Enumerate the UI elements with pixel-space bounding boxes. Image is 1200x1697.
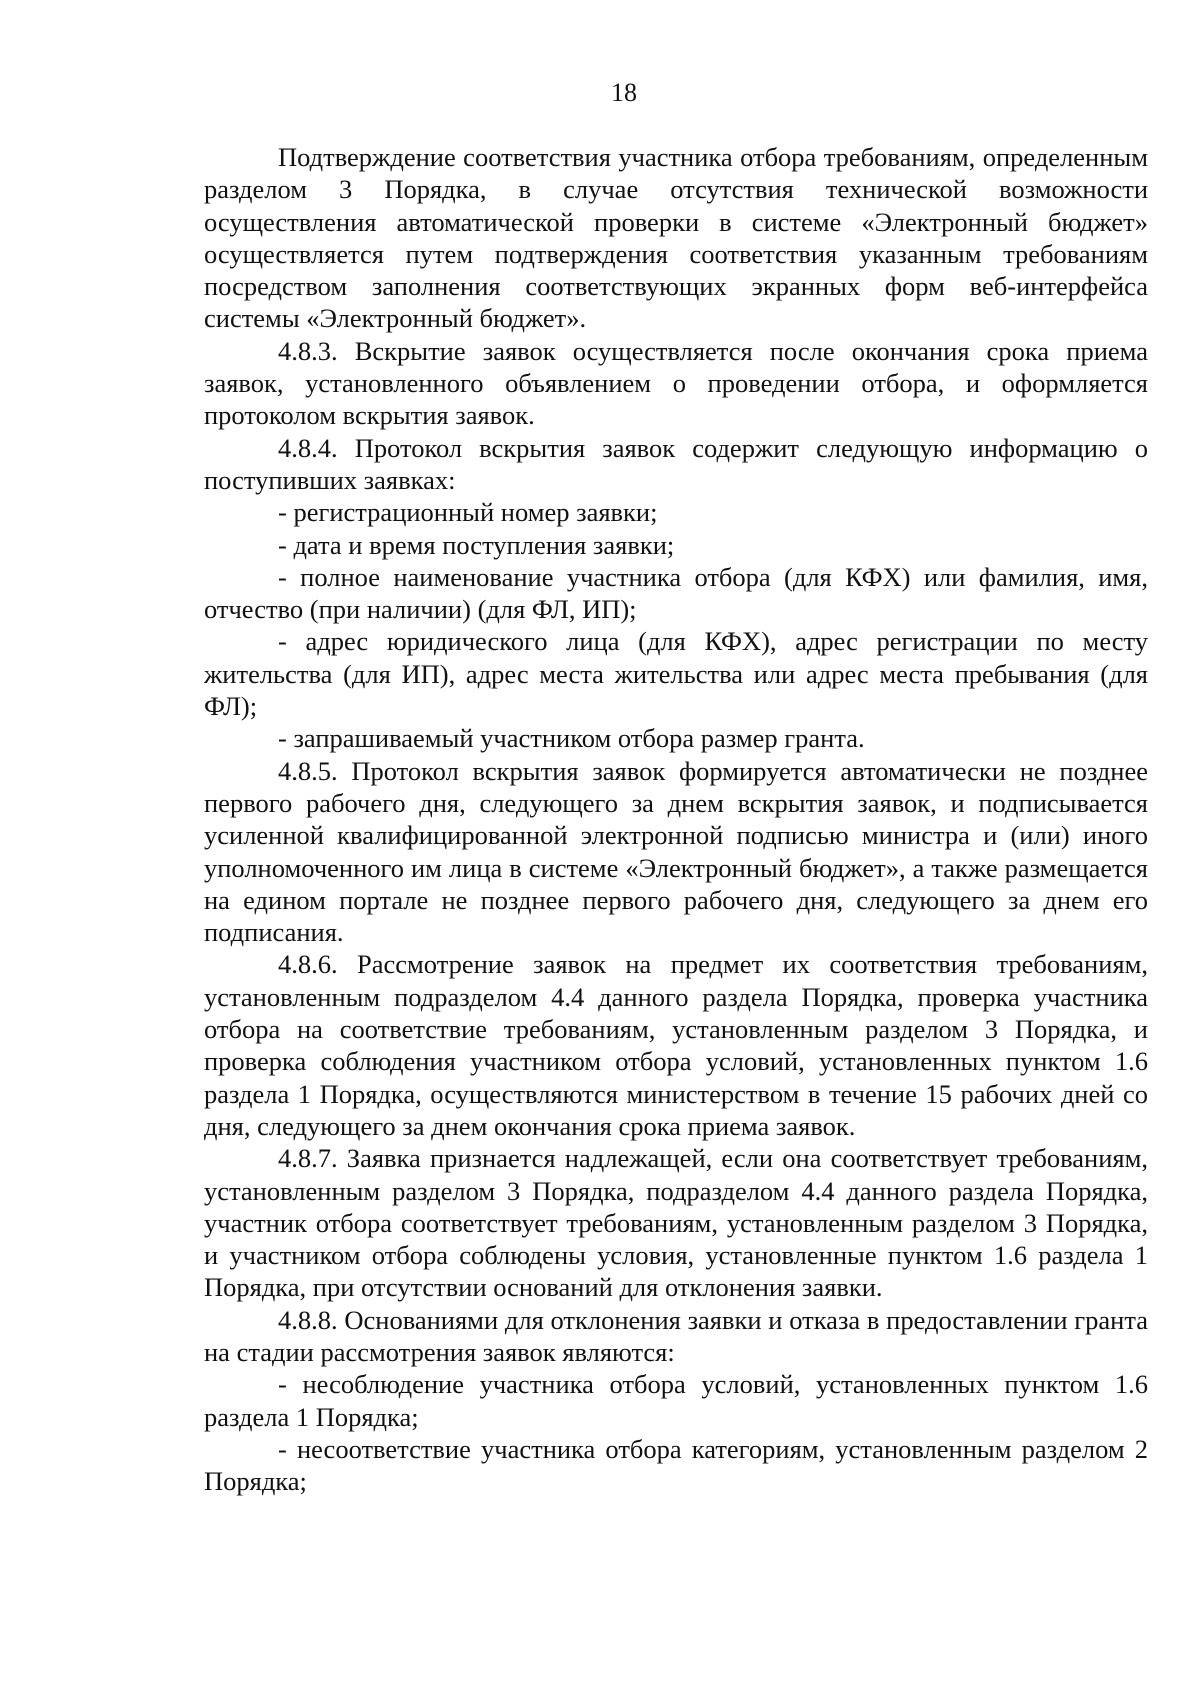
paragraph-4-8-6: 4.8.6. Рассмотрение заявок на предмет их соответствия требованиям, установленным подразделом 4.4 данного раздела Порядка, проверка участника отбора на соответствие требованиям, установленным разделом 3 Порядка, и проверка соблюдения участником отбора условий, установленных пунктом 1.6 раздела 1 Порядка, осуществляются министерством в течение 15 рабочих дней со дня, следующего за днем окончания срока приема заявок. [204, 949, 1148, 1141]
paragraph-confirmation: Подтверждение соответствия участника отбора требованиям, определенным разделом 3 Порядка, в случае отсутствия технической возможности осуществления автоматической проверки в системе «Электронный бюджет» осуществляется путем подтверждения соответствия указанным требованиям посредством заполнения соответствующих экранных форм веб-интерфейса системы «Электронный бюджет». [204, 142, 1148, 334]
list-item-address: - адрес юридического лица (для КФХ), адрес регистрации по месту жительства (для ИП), адрес места жительства или адрес места пребывания (для ФЛ); [204, 626, 1148, 722]
list-item-conditions-noncompliance: - несоблюдение участника отбора условий, установленных пунктом 1.6 раздела 1 Порядка; [204, 1369, 1148, 1432]
list-item-category-mismatch: - несоответствие участника отбора категориям, установленным разделом 2 Порядка; [204, 1433, 1148, 1497]
page-number: 18 [611, 78, 637, 107]
paragraph-4-8-4: 4.8.4. Протокол вскрытия заявок содержит следующую информацию о поступивших заявках: [204, 432, 1148, 495]
list-item-date-time: - дата и время поступления заявки; [278, 529, 675, 560]
list-item-full-name: - полное наименование участника отбора (для КФХ) или фамилия, имя, отчество (при наличии) (для ФЛ, ИП); [204, 561, 1148, 625]
paragraph-4-8-3: 4.8.3. Вскрытие заявок осуществляется после окончания срока приема заявок, установленного объявлением о проведении отбора, и оформляется протоколом вскрытия заявок. [204, 335, 1148, 431]
paragraph-4-8-7: 4.8.7. Заявка признается надлежащей, если она соответствует требованиям, установленным разделом 3 Порядка, подразделом 4.4 данного раздела Порядка, участник отбора соответствует требованиям, установленным разделом 3 Порядка, и участником отбора соблюдены условия, установленные пунктом 1.6 раздела 1 Порядка, при отсутствии оснований для отклонения заявки. [204, 1143, 1148, 1303]
list-item-grant-amount: - запрашиваемый участником отбора размер гранта. [278, 723, 865, 754]
list-item-registration-number: - регистрационный номер заявки; [278, 497, 658, 528]
paragraph-4-8-8: 4.8.8. Основаниями для отклонения заявки и отказа в предоставлении гранта на стадии рассмотрения заявок являются: [204, 1304, 1148, 1367]
paragraph-4-8-5: 4.8.5. Протокол вскрытия заявок формируется автоматически не позднее первого рабочего дня, следующего за днем вскрытия заявок, и подписывается усиленной квалифицированной электронной подписью министра и (или) иного уполномоченного им лица в системе «Электронный бюджет», а также размещается на едином портале не позднее первого рабочего дня, следующего за днем его подписания. [204, 755, 1148, 948]
document-body [204, 141, 1148, 1497]
